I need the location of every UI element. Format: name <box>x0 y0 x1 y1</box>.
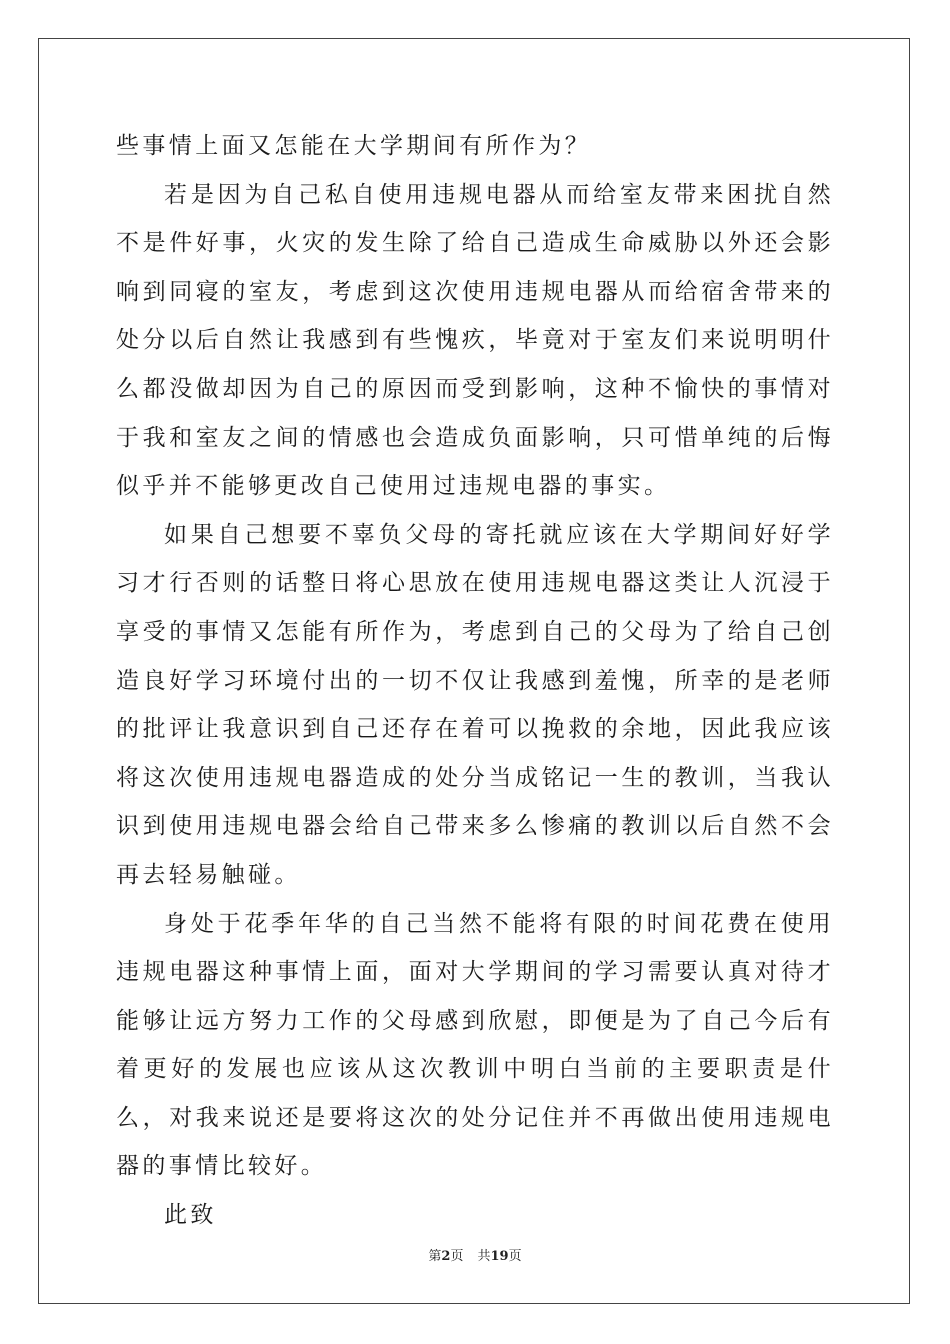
document-body <box>116 122 834 1240</box>
paragraph-1: 些事情上面又怎能在大学期间有所作为？ <box>116 133 592 159</box>
paragraph-2: 若是因为自己私自使用违规电器从而给室友带来困扰自然不是件好事，火灾的发生除了给自己造成生命威胁以外还会影响到同寝的室友，考虑到这次使用违规电器从而给宿舍带来的处分以后自然让我感到有些愧疚，毕竟对于室友们来说明明什么都没做却因为自己的原因而受到影响，这种不愉快的事情对于我和室友之间的情感也会造成负面影响，只可惜单纯的后悔似乎并不能够更改自己使用过违规电器的事实。 <box>116 181 834 500</box>
total-suffix: 页 <box>508 1249 522 1264</box>
total-pages: 19 <box>490 1249 509 1264</box>
page-footer <box>0 1248 950 1266</box>
page-number: 2 <box>441 1249 451 1264</box>
paragraph-4: 身处于花季年华的自己当然不能将有限的时间花费在使用违规电器这种事情上面，面对大学期间的学习需要认真对待才能够让远方努力工作的父母感到欣慰，即便是为了自己今后有着更好的发展也应该从这次教训中明白当前的主要职责是什么，对我来说还是要将这次的处分记住并不再做出使用违规电器的事情比较好。 <box>116 910 834 1180</box>
page-prefix: 第 <box>428 1249 442 1264</box>
paragraph-3: 如果自己想要不辜负父母的寄托就应该在大学期间好好学习才行否则的话整日将心思放在使用违规电器这类让人沉浸于享受的事情又怎能有所作为，考虑到自己的父母为了给自己创造良好学习环境付出的一切不仅让我感到羞愧，所幸的是老师的批评让我意识到自己还存在着可以挽救的余地，因此我应该将这次使用违规电器造成的处分当成铭记一生的教训，当我认识到使用违规电器会给自己带来多么惨痛的教训以后自然不会再去轻易触碰。 <box>116 521 834 888</box>
closing-salutation: 此致 <box>164 1202 217 1229</box>
page-suffix: 页 <box>450 1249 464 1264</box>
total-prefix: 共 <box>477 1249 491 1264</box>
